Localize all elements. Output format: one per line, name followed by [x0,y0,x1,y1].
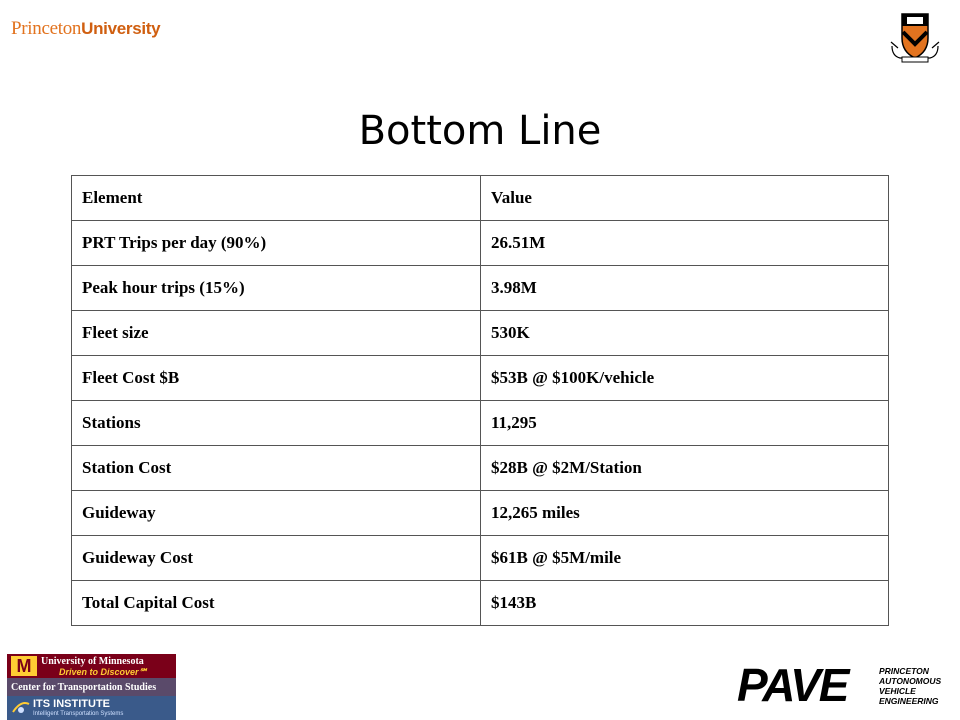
umn-m-icon: M [11,656,37,676]
table-row [72,356,889,401]
value-cell: 11,295 [481,401,889,446]
slide-title: Bottom Line [358,108,602,154]
value-cell: 12,265 miles [481,491,889,536]
logo-word-university: University [81,19,161,38]
table-row [72,266,889,311]
pave-line-autonomous: AUTONOMOUS [879,676,942,686]
element-cell: Total Capital Cost [72,581,481,626]
pave-line-engineering: ENGINEERING [879,696,939,706]
umn-name: University of Minnesota [41,656,144,667]
element-cell: PRT Trips per day (90%) [72,221,481,266]
table-row [72,536,889,581]
element-cell: Station Cost [72,446,481,491]
element-cell: Guideway Cost [72,536,481,581]
table-row [72,581,889,626]
pave-subtitle [879,666,949,706]
pave-wordmark: PAVE [737,659,848,711]
bottom-line-table [71,175,889,626]
table-row [72,221,889,266]
value-cell: $143B [481,581,889,626]
table-row [72,491,889,536]
value-cell: 3.98M [481,266,889,311]
value-cell: 530K [481,311,889,356]
element-cell: Fleet size [72,311,481,356]
its-subtitle: Intelligent Transportation Systems [33,711,124,717]
umn-tagline: Driven to Discover℠ [59,667,148,677]
its-swoosh-icon [12,700,30,716]
pave-line-vehicle: VEHICLE [879,686,916,696]
table-row [72,446,889,491]
element-cell: Guideway [72,491,481,536]
value-cell: 26.51M [481,221,889,266]
logo-word-princeton: Princeton [11,18,82,39]
table-row [72,311,889,356]
princeton-shield-icon [888,8,942,64]
column-header-value: Value [481,176,889,221]
cts-name: Center for Transportation Studies [11,682,157,693]
column-header-element: Element [72,176,481,221]
pave-line-princeton: PRINCETON [879,666,929,676]
element-cell: Stations [72,401,481,446]
princeton-logo [11,18,160,40]
element-cell: Peak hour trips (15%) [72,266,481,311]
table-header-row [72,176,889,221]
value-cell: $53B @ $100K/vehicle [481,356,889,401]
umn-cts-logo [7,654,176,720]
element-cell: Fleet Cost $B [72,356,481,401]
value-cell: $61B @ $5M/mile [481,536,889,581]
its-name: ITS INSTITUTE [33,698,110,710]
table-row [72,401,889,446]
value-cell: $28B @ $2M/Station [481,446,889,491]
